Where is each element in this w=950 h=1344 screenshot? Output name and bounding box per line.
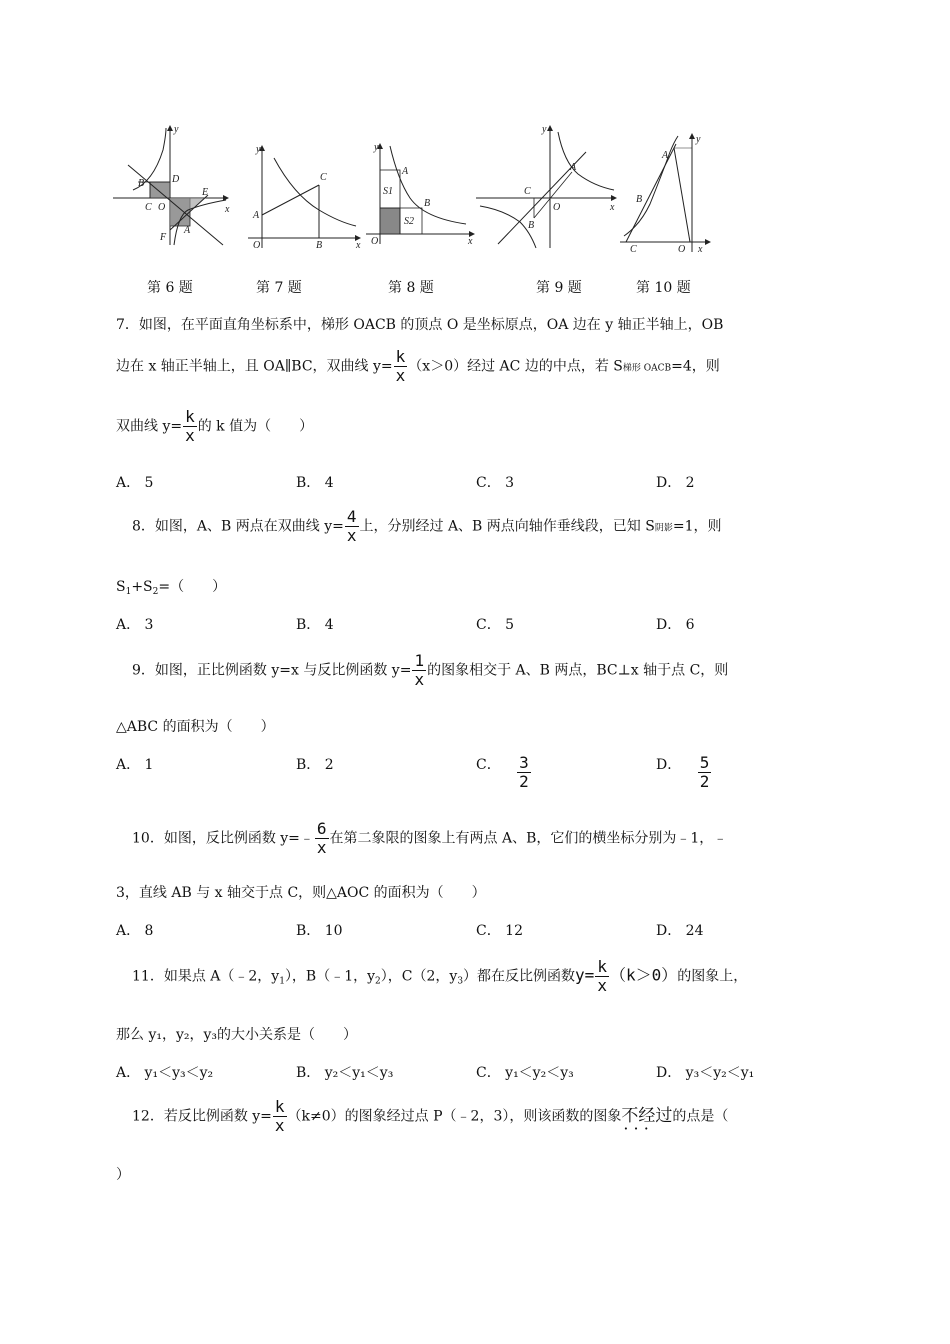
q11-sub2: 2	[375, 976, 381, 987]
q7-line1: 7．如图，在平面直角坐标系中，梯形 OACB 的顶点 O 是坐标原点，OA 边在 y 轴正半轴上，OB	[116, 317, 724, 333]
q11-option-d: D． y₃＜y₂＜y₁	[656, 1065, 755, 1081]
caption-fig8: 第 8 题	[388, 280, 434, 296]
point-b-label: B	[316, 240, 323, 251]
point-o-label: O	[678, 244, 686, 255]
q9-option-b: B． 2	[296, 757, 334, 773]
point-a-label: A	[570, 162, 577, 173]
axis-y-label: y	[374, 142, 379, 153]
caption-fig10: 第 10 题	[636, 280, 691, 296]
q9-line1	[132, 652, 728, 689]
axis-y-label: y	[256, 144, 261, 155]
q12-line1-b: （k≠0）的图象经过点 P（﹣2，3），则该函数的图象	[287, 1108, 622, 1125]
q9-option-d-label: D．	[656, 757, 682, 773]
q7-line2-c: =4，则	[671, 358, 720, 375]
q12-line1-c: 的点是（	[672, 1108, 729, 1125]
q10-line2: 3，直线 AB 与 x 轴交于点 C，则△AOC 的面积为（ ）	[116, 885, 486, 901]
q8-s2-sub: 2	[152, 587, 159, 597]
q11-line1	[132, 958, 747, 995]
caption-fig9: 第 9 题	[536, 280, 582, 296]
q12-line2: ）	[116, 1167, 130, 1183]
q8-line1-a: 8．如图，A、B 两点在双曲线 y=	[132, 518, 344, 535]
q10-fraction	[315, 820, 329, 857]
q7-line2-a: 边在 x 轴正半轴上，且 OA∥BC，双曲线 y=	[116, 358, 393, 375]
point-f-label: F	[160, 232, 167, 243]
figure-10	[616, 130, 716, 254]
q9-option-c	[476, 754, 532, 791]
caption-fig6: 第 6 题	[147, 280, 193, 296]
q8-fraction-num: 4	[346, 507, 357, 526]
q9-option-d-num: 5	[699, 753, 710, 772]
q11-line1-c: ），C（2，y	[380, 968, 458, 985]
point-b-label: B	[424, 198, 431, 209]
q10-fraction-den: x	[316, 838, 327, 857]
q8-plus-s: +S	[131, 579, 153, 595]
q8-s-symbol: S	[116, 579, 126, 595]
point-a-label: A	[662, 150, 669, 161]
area-s2-label: S2	[404, 216, 414, 227]
q8-option-a: A． 3	[116, 617, 154, 633]
q10-fraction-num: 6	[316, 819, 327, 838]
q9-option-c-fraction	[517, 754, 531, 791]
point-c-label: C	[524, 186, 531, 197]
q10-option-d: D． 24	[656, 923, 704, 939]
q10-line1-b: 在第二象限的图象上有两点 A、B，它们的横坐标分别为﹣1，﹣	[329, 830, 728, 847]
q9-option-d	[656, 754, 712, 791]
q7-line3	[116, 408, 313, 445]
point-b-label: B	[636, 194, 643, 205]
q8-line1	[132, 508, 722, 545]
q7-line2	[116, 348, 720, 385]
q7-line3-a: 双曲线 y=	[116, 418, 183, 435]
q8-fraction-den: x	[346, 526, 357, 545]
q11-line1-a: 11．如果点 A（﹣2，y	[132, 968, 280, 985]
q11-fn-pre: y=	[575, 965, 595, 985]
figure-7	[244, 140, 364, 250]
point-a-label: A	[402, 166, 409, 177]
axis-y-label: y	[542, 124, 547, 135]
q11-sub3: 3	[457, 976, 464, 987]
point-d-label: D	[172, 174, 180, 185]
point-o-label: O	[253, 240, 261, 251]
q12-emphasis: 不经过 · · ·	[621, 1101, 672, 1126]
q9-option-d-den: 2	[699, 772, 710, 791]
figure-9	[474, 122, 620, 250]
point-c-label: C	[630, 244, 637, 255]
q9-option-d-fraction	[698, 754, 712, 791]
q9-line2: △ABC 的面积为（ ）	[116, 719, 275, 735]
area-s1-label: S1	[383, 186, 393, 197]
q7-fraction-num: k	[395, 347, 406, 366]
q12-fraction-num: k	[274, 1097, 285, 1116]
q8-fraction	[345, 508, 359, 545]
q12-fraction-den: x	[274, 1116, 285, 1135]
axis-y-label: y	[174, 124, 179, 135]
q7-option-d: D． 2	[656, 475, 695, 491]
q11-line1-d: ）都在反比例函数	[463, 968, 576, 985]
q7-line3-b: 的 k 值为（ ）	[197, 418, 314, 435]
q9-option-a: A． 1	[116, 757, 154, 773]
point-o-label: O	[553, 202, 561, 213]
q7-fraction2-den: x	[185, 426, 195, 445]
q12-fraction	[273, 1098, 287, 1135]
q9-fraction-num: 1	[414, 651, 425, 670]
q10-line1	[132, 820, 727, 857]
q8-option-c: C． 5	[476, 617, 515, 633]
caption-fig7: 第 7 题	[256, 280, 302, 296]
axis-x-label: x	[698, 244, 703, 255]
q7-fraction2	[183, 408, 197, 445]
point-e-label: E	[202, 187, 209, 198]
point-b-label: B	[528, 220, 535, 231]
q7-fraction2-num: k	[185, 407, 195, 426]
axis-x-label: x	[610, 202, 615, 213]
q11-option-c: C． y₁＜y₂＜y₃	[476, 1065, 574, 1081]
q8-option-b: B． 4	[296, 617, 334, 633]
figure-6	[108, 120, 238, 250]
q8-line1-c: =1，则	[672, 518, 722, 535]
q9-fraction	[412, 652, 426, 689]
point-o-label: O	[371, 236, 379, 247]
q8-s1-sub: 1	[125, 587, 132, 597]
q11-fraction-den: x	[597, 976, 607, 995]
q8-sub: 阴影	[654, 523, 673, 534]
q8-line2-rest: =（ ）	[158, 579, 227, 595]
q11-option-a: A． y₁＜y₃＜y₂	[116, 1065, 214, 1081]
point-c-label: C	[145, 202, 152, 213]
point-b-label: B	[138, 178, 145, 189]
axis-x-label: x	[468, 236, 473, 247]
q11-fraction-num: k	[597, 957, 607, 976]
axis-y-label: y	[696, 134, 701, 145]
figure-8	[362, 140, 477, 250]
q11-line1-b: ），B（﹣1，y	[284, 968, 376, 985]
q10-option-a: A． 8	[116, 923, 154, 939]
q7-fraction-den: x	[395, 366, 406, 385]
q9-line1-a: 9．如图，正比例函数 y=x 与反比例函数 y=	[132, 662, 412, 679]
q9-option-c-den: 2	[519, 772, 529, 791]
q7-fraction	[394, 348, 408, 385]
q8-line1-b: 上，分别经过 A、B 两点向轴作垂线段，已知 S	[359, 518, 655, 535]
q12-line1-a: 12．若反比例函数 y=	[132, 1108, 272, 1125]
q11-sub1: 1	[279, 976, 285, 987]
point-a-label: A	[184, 225, 191, 236]
axis-x-label: x	[225, 204, 230, 215]
q9-option-c-label: C．	[476, 757, 501, 773]
q9-fraction-den: x	[414, 670, 425, 689]
q8-option-d: D． 6	[656, 617, 695, 633]
q9-line1-b: 的图象相交于 A、B 两点，BC⊥x 轴于点 C，则	[427, 662, 729, 679]
q11-fraction	[595, 958, 609, 995]
q7-line2-b: （x＞0）经过 AC 边的中点，若 S	[408, 358, 623, 375]
q7-option-c: C． 3	[476, 475, 515, 491]
point-c-label: C	[320, 172, 327, 183]
q12-line1	[132, 1098, 728, 1135]
q7-sub: 梯形 OACB	[622, 363, 672, 374]
q7-option-b: B． 4	[296, 475, 334, 491]
point-a-label: A	[253, 210, 260, 221]
q11-option-b: B． y₂＜y₁＜y₃	[296, 1065, 394, 1081]
q10-option-b: B． 10	[296, 923, 343, 939]
axis-x-label: x	[356, 240, 361, 251]
q11-fn-post: （k＞0）	[609, 965, 678, 985]
point-o-label: O	[158, 202, 166, 213]
q11-line2: 那么 y₁，y₂，y₃的大小关系是（ ）	[116, 1027, 358, 1043]
q9-option-c-num: 3	[519, 753, 529, 772]
q10-line1-a: 10．如图，反比例函数 y=﹣	[132, 830, 314, 847]
q10-option-c: C． 12	[476, 923, 523, 939]
q11-line1-e: 的图象上，	[677, 968, 748, 985]
q7-option-a: A． 5	[116, 475, 154, 491]
q8-line2	[116, 576, 226, 597]
